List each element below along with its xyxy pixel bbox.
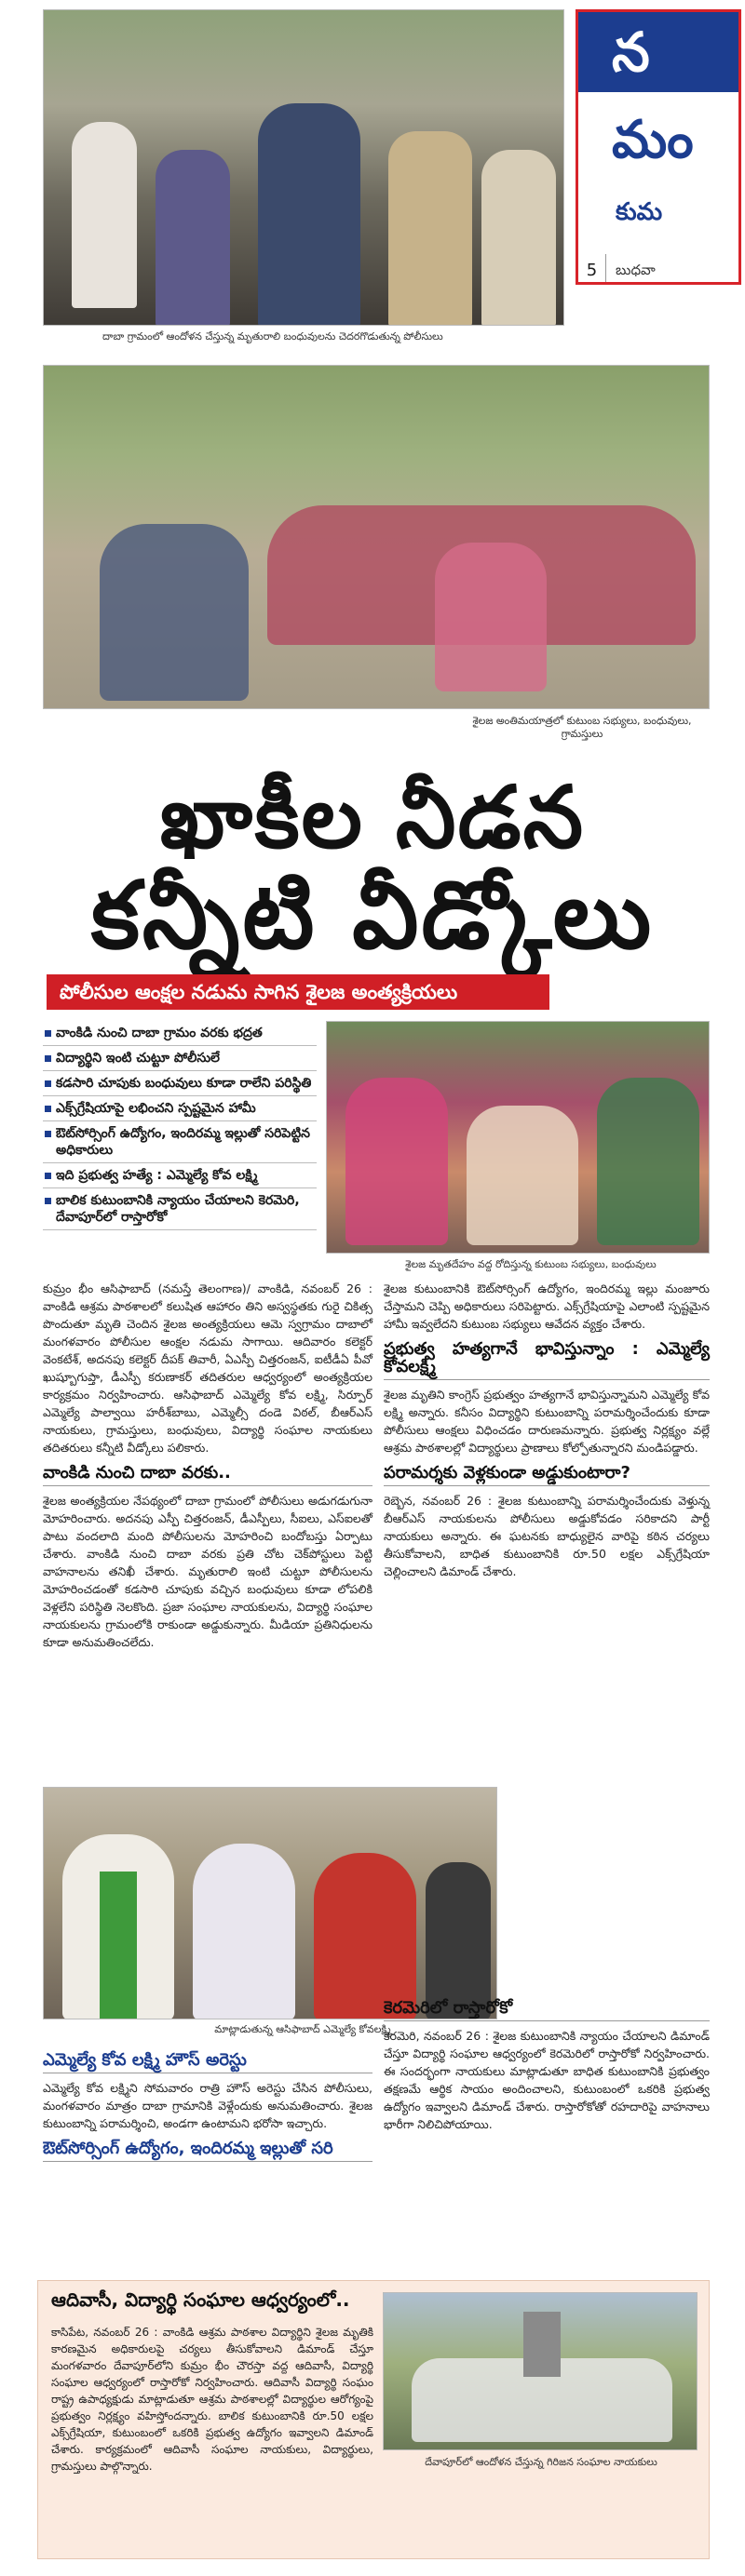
highlight-item: ఔట్‌సోర్సింగ్ ఉద్యోగం, ఇందిరమ్మ ఇల్లుతో సరిపెట్టిన అధికారులు <box>43 1121 317 1163</box>
sub-headline-bar: పోలీసుల ఆంక్షల నడుమ సాగిన శైలజ అంత్యక్రియలు <box>47 974 549 1010</box>
masthead-band: న <box>578 12 738 92</box>
sub-heading-keramer-rasta-roko: కెరమెరిలో రాస్తారోకో <box>384 1999 710 2021</box>
photo2-caption: శైలజ అంతిమయాత్రలో కుటుంబ సభ్యులు, బంధువులు, గ్రామస్తులు <box>472 715 692 740</box>
sub-heading-obstruction: పరామర్శకు వెళ్లకుండా అడ్డుకుంటారా? <box>384 1464 710 1486</box>
article-column-right <box>384 1280 710 1580</box>
masthead-big-text: మం <box>612 109 694 170</box>
masthead-date: బుధవా <box>616 262 656 278</box>
highlight-item: కడసారి చూపుకు బంధువులు కూడా రాలేని పరిస్థితి <box>43 1071 317 1096</box>
highlight-item: బాలిక కుటుంబానికి న్యాయం చేయాలని కెరమెరి, దేవాపూర్‌లో రాస్తారోకో <box>43 1188 317 1230</box>
page-number: 5 <box>578 254 606 285</box>
photo5-caption: దేవాపూర్‌లో ఆందోళన చేస్తున్న గిరిజన సంఘాల నాయకులు <box>425 2456 657 2468</box>
box-heading: ఆదివాసీ, విద్యార్థి సంఘాల ఆధ్వర్యంలో.. <box>51 2288 350 2311</box>
highlight-item: ఎక్స్‌గ్రేషియాపై లభించని స్పష్టమైన హామీ <box>43 1096 317 1121</box>
headline-line-2: కన్నీటి వీడ్కోలు <box>90 861 655 970</box>
highlights-list <box>43 1021 317 1230</box>
article-body-3: శైలజ కుటుంబానికి ఔట్‌సోర్సింగ్ ఉద్యోగం, ఇందిరమ్మ ఇల్లు మంజూరు చేస్తామని చెప్పి అధికారులు సరిపెట్టారు. ఎక్స్‌గ్రేషియాపై ఎలాంటి స్పష్టమైన హామీ ఇవ్వలేదని కుటుంబ సభ్యులు ఆవేదన వ్యక్తం చేశారు. <box>384 1281 710 1331</box>
sub-heading-house-arrest: ఎమ్మెల్యే కోవ లక్ష్మి హౌస్ అరెస్టు <box>43 2051 372 2073</box>
sub-heading-wankidi: వాంకిడి నుంచి దాబా వరకు.. <box>43 1464 372 1486</box>
photo3-caption: శైలజ మృతదేహం వద్ద రోదిస్తున్న కుటుంబ సభ్యులు, బంధువులు <box>405 1258 657 1270</box>
sub-heading-outsourcing: ఔట్‌సోర్సింగ్ ఉద్యోగం, ఇందిరమ్మ ఇల్లుతో సరి <box>43 2140 372 2162</box>
article-column-right-lower <box>384 1992 710 2133</box>
highlight-item: విద్యార్థిని ఇంటి చుట్టూ పోలీసులే <box>43 1046 317 1071</box>
sidebar-story-box <box>37 2280 710 2559</box>
article-column-left-lower <box>43 2044 372 2167</box>
photo-mourning-family <box>326 1021 710 1254</box>
highlight-item: వాంకిడి నుంచి దాబా గ్రామం వరకు భద్రత <box>43 1021 317 1046</box>
photo-funeral-procession <box>43 365 710 709</box>
photo4-caption: మాట్లాడుతున్న ఆసిఫాబాద్ ఎమ్మెల్యే కోవలక్ష్మి <box>214 2023 391 2035</box>
photo-mla-speaking <box>43 1787 497 2019</box>
article-intro: కుమ్రం భీం ఆసిఫాబాద్ (నమస్తే తెలంగాణ)/ వాంకిడి, నవంబర్ 26 : వాంకిడి ఆశ్రమ పాఠశాలలో కలుషిత ఆహారం తిని అస్వస్థతకు గురై చికిత్స పొందుతూ మృతి చెందిన శైలజ అంత్యక్రియలు ఆమె స్వగ్రామం దాబాలో మంగళవారం పోలీసుల ఆంక్షల నడుమ సాగాయి. ఆదివారం కలెక్టర్ వెంకటేశ్, అదనపు కలెక్టర్ దీపక్ తివారీ, ఏఎస్పీ చిత్తరంజన్, ఐటీడీఏ పీవో ఖుష్బూగుప్తా, డీఎస్పీ కరుణాకర్ తదితరుల ఆధ్వర్యంలో అంత్యక్రియల కార్యక్రమం నిర్వహించారు. ఆసిఫాబాద్ ఎమ్మెల్యే కోవ లక్ష్మి, సిర్పూర్ ఎమ్మెల్యే పాల్వాయి హరీశ్‌బాబు, ఎమ్మెల్సీ దండె విఠల్, బీఆర్ఎస్ నాయకులు, గ్రామస్తులు, బంధువులు, విద్యార్థి సంఘాల నాయకులు తదితరులు కన్నీటి వీడ్కోలు పలికారు. <box>43 1281 372 1455</box>
box-body: కాసిపేట, నవంబర్ 26 : వాంకిడి ఆశ్రమ పాఠశాల విద్యార్థిని శైలజ మృతికి కారణమైన అధికారులపై చర్యలు తీసుకోవాలని డిమాండ్ చేస్తూ మంగళవారం దేవాపూర్‌లోని కుమ్రం భీం చౌరస్తా వద్ద ఆదివాసీ, విద్యార్థి సంఘాల ఆధ్వర్యంలో రాస్తారోకో నిర్వహించారు. ఆదివాసీ విద్యార్థి సంఘం రాష్ట్ర ఉపాధ్యక్షుడు మాట్లాడుతూ ఆశ్రమ పాఠశాలల్లో విద్యార్థుల ఆరోగ్యంపై ప్రభుత్వం నిర్లక్ష్యం వహిస్తోందన్నారు. బాలిక కుటుంబానికి రూ.50 లక్షల ఎక్స్‌గ్రేషియా, కుటుంబంలో ఒకరికి ప్రభుత్వ ఉద్యోగం ఇవ్వాలని డిమాండ్ చేశారు. కార్యక్రమంలో ఆదివాసీ సంఘాల నాయకులు, విద్యార్థులు, గ్రామస్తులు పాల్గొన్నారు. <box>51 2326 373 2473</box>
headline-line-1: ఖాకీల నీడన <box>159 768 586 867</box>
article-body-2: ఎమ్మెల్యే కోవ లక్ష్మిని సోమవారం రాత్రి హౌస్ అరెస్టు చేసిన పోలీసులు, మంగళవారం మాత్రం దాబా గ్రామానికి వెళ్లేందుకు అనుమతించారు. శైలజ కుటుంబాన్ని పరామర్శించి, అండగా ఉంటామని భరోసా ఇచ్చారు. <box>43 2081 372 2130</box>
masthead-box <box>576 9 741 285</box>
article-body-5: రెబ్బెన, నవంబర్ 26 : శైలజ కుటుంబాన్ని పరామర్శించేందుకు వెళ్తున్న బీఆర్ఎస్ నాయకులను పోలీసులు అడ్డుకోవడం సరికాదని పార్టీ నాయకులు అన్నారు. ఈ ఘటనకు బాధ్యులైన వారిపై కఠిన చర్యలు తీసుకోవాలని, బాధిత కుటుంబానికి రూ.50 లక్షల ఎక్స్‌గ్రేషియా చెల్లించాలని డిమాండ్ చేశారు. <box>384 1494 710 1578</box>
article-body-4: శైలజ మృతిని కాంగ్రెస్ ప్రభుత్వం హత్యగానే భావిస్తున్నామని ఎమ్మెల్యే కోవ లక్ష్మి అన్నారు. కనీసం విద్యార్థిని కుటుంబాన్ని పరామర్శించేందుకు కూడా పోలీసులు ఆంక్షలు విధించడం దారుణమన్నారు. ప్రభుత్వ నిర్లక్ష్యం వల్లే ఆశ్రమ పాఠశాలల్లో విద్యార్థులు ప్రాణాలు కోల్పోతున్నారని మండిపడ్డారు. <box>384 1388 710 1455</box>
photo-devapur-protest <box>383 2292 698 2450</box>
highlight-item: ఇది ప్రభుత్వ హత్యే : ఎమ్మెల్యే కోవ లక్ష్మి <box>43 1163 317 1188</box>
article-body-1: శైలజ అంత్యక్రియల నేపథ్యంలో దాబా గ్రామంలో పోలీసులు అడుగడుగునా మోహరించారు. అదనపు ఎస్పీ చిత్తరంజన్, డీఎస్పీలు, సీఐలు, ఎస్ఐలతో పాటు వందలాది మంది పోలీసులను మోహరించి బందోబస్తు ఏర్పాటు చేశారు. వాంకిడి నుంచి దాబా వరకు ప్రతి చోట చెక్‌పోస్టులు పెట్టి వాహనాలను తనిఖీ చేశారు. మృతురాలి ఇంటి చుట్టూ పోలీసులను మోహరించడంతో కడసారి చూపుకు వచ్చిన బంధువులు కూడా లోపలికి వెళ్లలేని పరిస్థితి నెలకొంది. ప్రజా సంఘాల నాయకులను, విద్యార్థి సంఘాల నాయకులను గ్రామంలోకి రాకుండా అడ్డుకున్నారు. మీడియా ప్రతినిధులను కూడా అనుమతించలేదు. <box>43 1494 372 1649</box>
photo1-caption: దాబా గ్రామంలో ఆందోళన చేస్తున్న మృతురాలి బంధువులను చెదరగొడుతున్న పోలీసులు <box>102 330 443 342</box>
article-column-left <box>43 1280 372 1651</box>
sub-heading-govt-murder: ప్రభుత్వ హత్యగానే భావిస్తున్నాం : ఎమ్మెల్యే కోవలక్ష్మి <box>384 1340 710 1380</box>
masthead-sub-text: కుమ <box>616 198 663 226</box>
article-body-6: కెరమెరి, నవంబర్ 26 : శైలజ కుటుంబానికి న్యాయం చేయాలని డిమాండ్ చేస్తూ విద్యార్థి సంఘాల ఆధ్వర్యంలో కెరమెరిలో రాస్తారోకో నిర్వహించారు. ఈ సందర్భంగా నాయకులు మాట్లాడుతూ బాధిత కుటుంబానికి ప్రభుత్వం తక్షణమే ఆర్థిక సాయం అందించాలని, కుటుంబంలో ఒకరికి ప్రభుత్వ ఉద్యోగం ఇవ్వాలని డిమాండ్ చేశారు. రాస్తారోకోతో రహదారిపై వాహనాలు భారీగా నిలిచిపోయాయి. <box>384 2029 710 2131</box>
photo-police-dispersing <box>43 9 564 326</box>
